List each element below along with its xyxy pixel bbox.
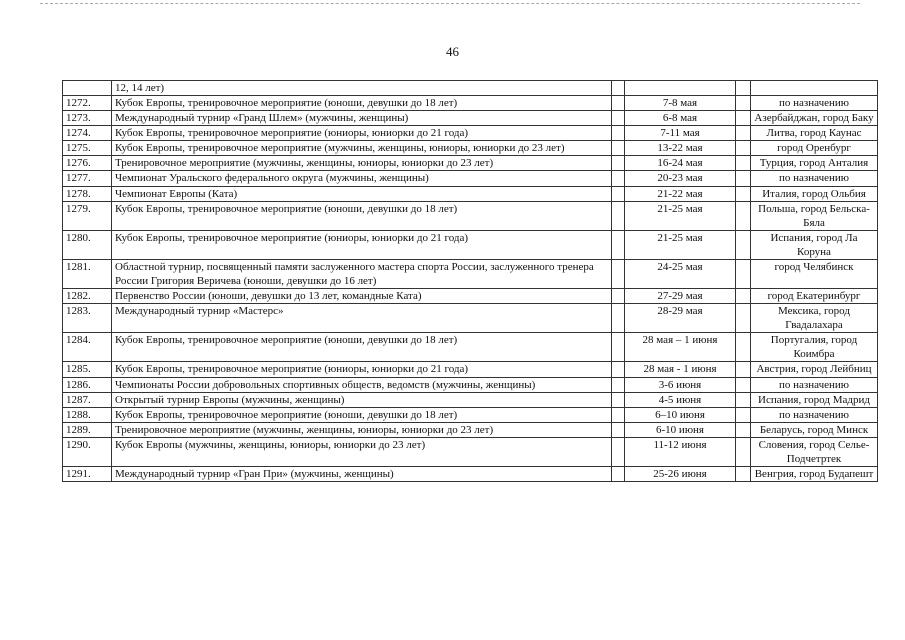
event-location: Азербайджан, город Баку [751,111,878,126]
column-gap [736,377,751,392]
event-dates: 3-6 июня [625,377,736,392]
event-location: Испания, город Мадрид [751,392,878,407]
event-location: по назначению [751,171,878,186]
table-row [63,467,878,482]
event-location: Мексика, город Гвадалахара [751,304,878,333]
event-location: по назначению [751,377,878,392]
event-dates: 6–10 июня [625,407,736,422]
column-gap [736,186,751,201]
row-number: 1281. [63,259,112,288]
event-dates: 16-24 мая [625,156,736,171]
table-row [63,422,878,437]
event-name: Кубок Европы, тренировочное мероприятие (мужчины, женщины, юниоры, юниорки до 23 лет) [112,141,612,156]
column-gap [612,156,625,171]
table-row [63,333,878,362]
column-gap [612,259,625,288]
event-dates: 21-22 мая [625,186,736,201]
event-location: Польша, город Бельска-Бяла [751,201,878,230]
event-name: Кубок Европы (мужчины, женщины, юниоры, юниорки до 23 лет) [112,437,612,466]
column-gap [612,81,625,96]
table-row [63,171,878,186]
event-dates: 6-8 мая [625,111,736,126]
event-dates: 28-29 мая [625,304,736,333]
event-location: Венгрия, город Будапешт [751,467,878,482]
column-gap [736,126,751,141]
column-gap [612,392,625,407]
row-number: 1291. [63,467,112,482]
event-dates [625,81,736,96]
table-row [63,96,878,111]
column-gap [736,96,751,111]
column-gap [612,171,625,186]
event-location: Литва, город Каунас [751,126,878,141]
event-name: Тренировочное мероприятие (мужчины, женщины, юниоры, юниорки до 23 лет) [112,156,612,171]
column-gap [736,156,751,171]
column-gap [736,422,751,437]
table-row [63,141,878,156]
schedule-table-body [63,81,878,482]
column-gap [736,201,751,230]
column-gap [612,186,625,201]
page-number: 46 [446,44,459,59]
column-gap [736,289,751,304]
event-name: Кубок Европы, тренировочное мероприятие (юноши, девушки до 18 лет) [112,407,612,422]
row-number: 1276. [63,156,112,171]
event-location: Беларусь, город Минск [751,422,878,437]
column-gap [612,304,625,333]
row-number: 1285. [63,362,112,377]
event-name: Кубок Европы, тренировочное мероприятие (юноши, девушки до 18 лет) [112,201,612,230]
table-row [63,259,878,288]
column-gap [736,333,751,362]
column-gap [736,304,751,333]
column-gap [612,377,625,392]
table-row [63,289,878,304]
column-gap [736,259,751,288]
event-name: Кубок Европы, тренировочное мероприятие (юноши, девушки до 18 лет) [112,333,612,362]
event-dates: 7-8 мая [625,96,736,111]
row-number [63,81,112,96]
row-number: 1289. [63,422,112,437]
event-name: Международный турнир «Гран При» (мужчины, женщины) [112,467,612,482]
event-dates: 27-29 мая [625,289,736,304]
column-gap [612,422,625,437]
row-number: 1277. [63,171,112,186]
column-gap [612,289,625,304]
table-row [63,126,878,141]
row-number: 1279. [63,201,112,230]
column-gap [612,437,625,466]
event-name: Кубок Европы, тренировочное мероприятие (юниоры, юниорки до 21 года) [112,126,612,141]
column-gap [612,141,625,156]
column-gap [736,437,751,466]
column-gap [736,392,751,407]
column-gap [736,230,751,259]
row-number: 1274. [63,126,112,141]
event-name: Открытый турнир Европы (мужчины, женщины) [112,392,612,407]
event-location: Португалия, город Коимбра [751,333,878,362]
event-location: Турция, город Анталия [751,156,878,171]
table-row [63,81,878,96]
column-gap [736,81,751,96]
event-dates: 21-25 мая [625,230,736,259]
column-gap [612,201,625,230]
table-row [63,437,878,466]
event-location: по назначению [751,96,878,111]
table-row [63,111,878,126]
row-number: 1284. [63,333,112,362]
column-gap [612,407,625,422]
event-dates: 11-12 июня [625,437,736,466]
column-gap [612,362,625,377]
row-number: 1287. [63,392,112,407]
event-dates: 28 мая – 1 июня [625,333,736,362]
event-location: Австрия, город Лейбниц [751,362,878,377]
event-location: город Оренбург [751,141,878,156]
row-number: 1273. [63,111,112,126]
scan-edge-line [40,3,860,5]
row-number: 1283. [63,304,112,333]
event-name: Международный турнир «Гранд Шлем» (мужчины, женщины) [112,111,612,126]
row-number: 1278. [63,186,112,201]
event-dates: 13-22 мая [625,141,736,156]
column-gap [612,333,625,362]
event-name: Первенство России (юноши, девушки до 13 лет, командные Ката) [112,289,612,304]
table-row [63,377,878,392]
event-dates: 4-5 июня [625,392,736,407]
table-row [63,304,878,333]
column-gap [736,467,751,482]
event-location: Словения, город Селье-Подчетртек [751,437,878,466]
schedule-table [62,80,878,482]
event-dates: 21-25 мая [625,201,736,230]
event-location [751,81,878,96]
event-location: город Челябинск [751,259,878,288]
column-gap [612,111,625,126]
event-name: 12, 14 лет) [112,81,612,96]
event-dates: 25-26 июня [625,467,736,482]
table-row [63,392,878,407]
event-dates: 7-11 мая [625,126,736,141]
row-number: 1275. [63,141,112,156]
event-name: Областной турнир, посвященный памяти заслуженного мастера спорта России, заслуженного тренера России Григория Веричева (юноши, девушки до 16 лет) [112,259,612,288]
row-number: 1282. [63,289,112,304]
table-row [63,201,878,230]
column-gap [612,126,625,141]
table-row [63,156,878,171]
event-name: Чемпионат Европы (Ката) [112,186,612,201]
column-gap [736,141,751,156]
event-name: Международный турнир «Мастерс» [112,304,612,333]
event-name: Тренировочное мероприятие (мужчины, женщины, юниоры, юниорки до 23 лет) [112,422,612,437]
event-location: Испания, город Ла Коруна [751,230,878,259]
event-location: по назначению [751,407,878,422]
event-name: Кубок Европы, тренировочное мероприятие (юниоры, юниорки до 21 года) [112,230,612,259]
column-gap [612,467,625,482]
row-number: 1286. [63,377,112,392]
row-number: 1288. [63,407,112,422]
column-gap [736,407,751,422]
column-gap [612,96,625,111]
column-gap [612,230,625,259]
table-row [63,362,878,377]
event-dates: 28 мая - 1 июня [625,362,736,377]
event-name: Кубок Европы, тренировочное мероприятие (юноши, девушки до 18 лет) [112,96,612,111]
row-number: 1280. [63,230,112,259]
event-name: Кубок Европы, тренировочное мероприятие (юниоры, юниорки до 21 года) [112,362,612,377]
event-location: Италия, город Ольбия [751,186,878,201]
event-dates: 24-25 мая [625,259,736,288]
column-gap [736,362,751,377]
event-location: город Екатеринбург [751,289,878,304]
column-gap [736,171,751,186]
event-dates: 20-23 мая [625,171,736,186]
row-number: 1290. [63,437,112,466]
row-number: 1272. [63,96,112,111]
table-row [63,230,878,259]
table-row [63,407,878,422]
event-name: Чемпионаты России добровольных спортивных обществ, ведомств (мужчины, женщины) [112,377,612,392]
table-row [63,186,878,201]
event-dates: 6-10 июня [625,422,736,437]
event-name: Чемпионат Уральского федерального округа (мужчины, женщины) [112,171,612,186]
column-gap [736,111,751,126]
